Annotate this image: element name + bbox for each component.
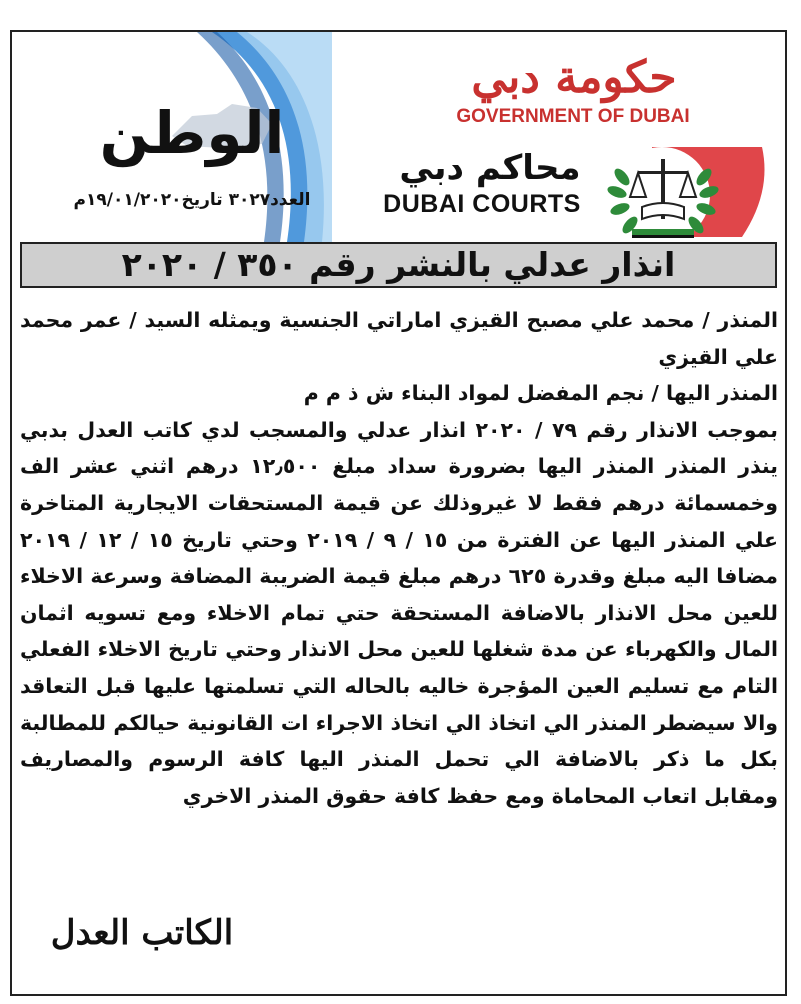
dubai-courts-emblem-icon [592,137,772,247]
notice-party-recipient: المنذر اليها / نجم المفضل لمواد البناء ش ذ م م [303,381,778,406]
notice-main-text: بموجب الانذار رقم ٧٩ / ٢٠٢٠ انذار عدلي والمسجب لدي كاتب العدل بدبي ينذر المنذر المنذر اليها بضرورة سداد مبلغ ١٢٫٥٠٠ درهم اثني عشر الف وخمسمائة درهم فقط لا غيروذلك عن قيمة المستحقات الايجارية المتاخرة علي المنذر اليها عن الفترة من ١٥ / ٩ / ٢٠١٩ وحتي تاريخ ١٥ / ١٢ / ٢٠١٩ مضافا اليه مبلغ وقدرة ٦٢٥ درهم مبلغ قيمة الضريبة المضافة وسرعة الاخلاء للعين محل الانذار بالاضافة المستحقة حتي تمام الاخلاء ومع تسويه اثمان المال والكهرباء عن مدة شغلها للعين محل الانذار وحتي تاريخ الاخلاء الفعلي التام مع تسليم العين المؤجرة خاليه بالحاله التي تسلمتها عليها قبل التعاقد والا سيضطر المنذر الي اتخاذ الي اتخاذ الاجراء ات القانونية حيالكم للمطالبة بكل ما ذكر بالاضافة الي تحمل المنذر اليها كافة الرسوم والمصاريف ومقابل اتعاب المحاماة ومع حفظ كافة حقوق المنذر الاخري [20,417,779,808]
notice-body [20,302,778,814]
issue-date-line: العدد٣٠٢٧ تاريخ١٩/٠١/٢٠٢٠م [73,190,311,210]
legal-notice-page [10,30,787,996]
dubai-courts-arabic: محاكم دبي [399,148,581,188]
header [12,32,785,242]
notice-party-sender: المنذر / محمد علي مصبح القيزي اماراتي الجنسية ويمثله السيد / عمر محمد علي القيزي [20,308,778,369]
notice-title: انذار عدلي بالنشر رقم ٣٥٠ / ٢٠٢٠ [20,242,777,288]
government-logo-arabic: حكومة دبي [471,52,677,103]
dubai-courts-english: DUBAI COURTS [383,190,581,218]
newspaper-logo: الوطن [99,99,285,167]
government-logo-english: GOVERNMENT OF DUBAI [456,106,690,127]
notary-signature: الكاتب العدل [50,913,234,953]
